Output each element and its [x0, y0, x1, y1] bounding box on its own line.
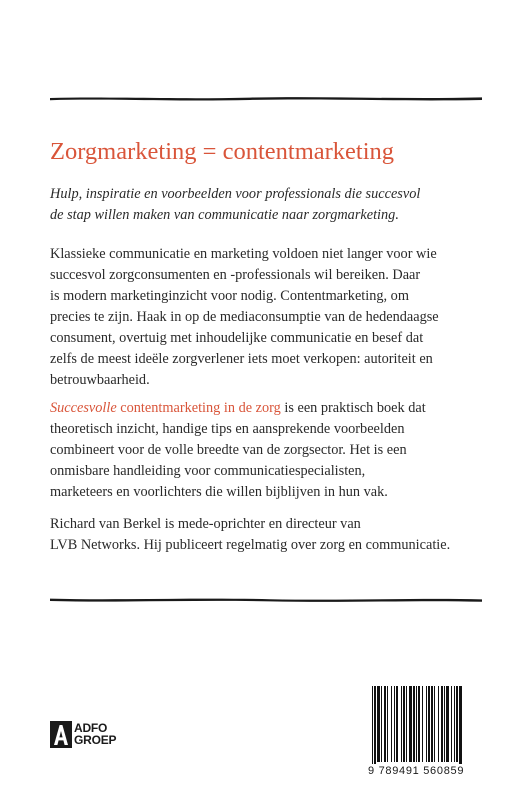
paragraph-line: is modern marketinginzicht voor nodig. Contentmarketing, om: [50, 288, 409, 304]
barcode-bar: [434, 686, 435, 762]
barcode-bar: [391, 686, 392, 762]
barcode-bar: [403, 686, 405, 762]
paragraph-line: precies te zijn. Haak in op de mediaconsumptie van de hedendaagse: [50, 309, 439, 325]
barcode-bar: [426, 686, 427, 762]
paragraph-author-bio: [50, 514, 490, 556]
barcode-bar: [387, 686, 388, 762]
barcode-bar: [422, 686, 423, 762]
barcode-bar: [409, 686, 412, 762]
barcode-bar: [459, 686, 462, 764]
paragraph-line: theoretisch inzicht, handige tips en aansprekende voorbeelden: [50, 421, 405, 437]
paragraph-line: betrouwbaarheid.: [50, 372, 150, 388]
barcode-bar: [377, 686, 380, 762]
paragraph-line: LVB Networks. Hij publiceert regelmatig over zorg en communicatie.: [50, 537, 451, 553]
barcode-bar: [444, 686, 445, 762]
paragraph-line: combineert voor de volle breedte van de zorgsector. Het is een: [50, 442, 407, 458]
book-tagline-title: Zorgmarketing = contentmarketing: [50, 138, 395, 165]
book-title-italic: Succesvolle: [50, 400, 117, 416]
barcode-bar: [401, 686, 402, 762]
paragraph-line-rest: is een praktisch boek dat: [280, 400, 426, 416]
barcode-bar: [413, 686, 415, 762]
publisher-name: [74, 722, 116, 747]
paragraph-line: marketeers en voorlichters die willen bijblijven in hun vak.: [50, 484, 388, 500]
barcode-bar: [396, 686, 398, 762]
barcode-bar: [384, 686, 386, 762]
paragraph-line: Richard van Berkel is mede-oprichter en directeur van: [50, 516, 361, 532]
bottom-divider-rule: [50, 594, 482, 604]
publisher-logo-icon: [50, 721, 72, 748]
barcode-bars: [370, 686, 485, 764]
paragraph-line: [50, 398, 490, 419]
subtitle-line: de stap willen maken van communicatie naar zorgmarketing.: [50, 207, 399, 223]
paragraph-intro: [50, 244, 490, 391]
barcode-bar: [372, 686, 373, 764]
barcode-bar: [381, 686, 382, 762]
publisher-name-line: ADFO: [74, 720, 108, 735]
barcode-bar: [456, 686, 458, 762]
barcode-bar: [441, 686, 443, 762]
barcode-bar: [451, 686, 452, 762]
subtitle-line: Hulp, inspiratie en voorbeelden voor professionals die succesvol: [50, 186, 421, 202]
barcode-bar: [428, 686, 430, 762]
barcode-bar: [418, 686, 420, 762]
publisher-logo: [50, 720, 116, 748]
barcode-bar: [454, 686, 455, 762]
paragraph-line: succesvol zorgconsumenten en -professionals wil bereiken. Daar: [50, 267, 421, 283]
subtitle: [50, 184, 490, 226]
barcode-bar: [446, 686, 449, 762]
barcode-bar: [394, 686, 395, 762]
paragraph-book-description: [50, 398, 490, 503]
book-title-rest: contentmarketing in de zorg: [120, 400, 281, 416]
isbn-number: 9 789491 560859: [368, 765, 465, 777]
paragraph-line: onmisbare handleiding voor communicatiespecialisten,: [50, 463, 366, 479]
paragraph-line: zelfs de meest ideële zorgverlener iets moet verkopen: autoriteit en: [50, 351, 433, 367]
barcode-bar: [406, 686, 407, 762]
barcode-bar: [374, 686, 376, 764]
barcode-bar: [416, 686, 417, 762]
top-divider-rule: [50, 93, 482, 103]
paragraph-line: consument, overtuig met inhoudelijke communicatie en besef dat: [50, 330, 424, 346]
publisher-name-line: GROEP: [74, 733, 117, 747]
paragraph-line: Klassieke communicatie en marketing voldoen niet langer voor wie: [50, 246, 437, 262]
barcode-bar: [438, 686, 439, 762]
barcode-bar: [431, 686, 433, 762]
